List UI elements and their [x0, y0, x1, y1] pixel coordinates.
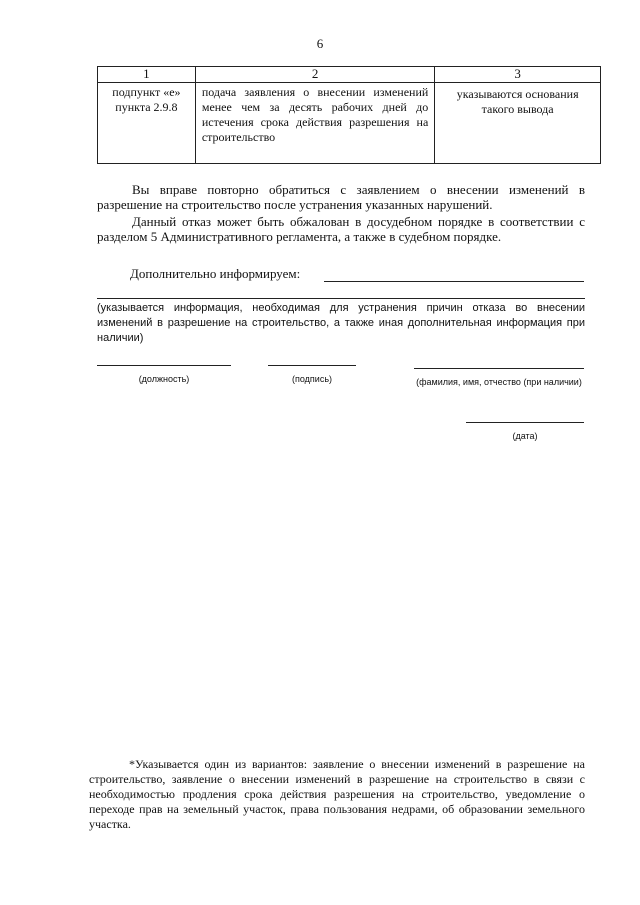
table-header-3: 3	[435, 67, 601, 83]
refusal-reasons-table	[97, 66, 601, 164]
signature-caption: (подпись)	[291, 374, 333, 384]
full-name-line	[414, 368, 584, 369]
table-row	[98, 83, 601, 164]
additional-info-note: (указывается информация, необходимая для устранения причин отказа во внесении изменений в разрешение на строительство, а также иная дополнительная информация при наличии)	[97, 302, 585, 344]
additional-info-label: Дополнительно информируем:	[130, 266, 301, 281]
additional-info-second-line	[97, 298, 585, 299]
table-cell-clause: подпункт «е» пункта 2.9.8	[98, 83, 196, 164]
table-cell-reason: подача заявления о внесении изменений менее чем за десять рабочих дней до истечения срока действия разрешения на строительство	[195, 83, 434, 164]
page-number: 6	[316, 36, 324, 51]
table-header-2: 2	[195, 67, 434, 83]
date-caption: (дата)	[512, 431, 538, 441]
date-line	[466, 422, 584, 423]
footnote: *Указывается один из вариантов: заявление о внесении изменений в разрешение на строительство, заявление о внесении изменений в разрешение на строительство в связи с необходимостью продления срока действия разрешения на строительство, уведомление о переходе прав на земельный участок, права пользования недрами, об образовании земельного участка.	[89, 757, 585, 831]
position-line	[97, 365, 231, 366]
table-header-1: 1	[98, 67, 196, 83]
appeal-paragraph: Данный отказ может быть обжалован в досудебном порядке в соответствии с разделом 5 Административного регламента, а также в судебном порядке.	[97, 214, 585, 244]
table-cell-explanation: указываются основания такого вывода	[435, 83, 601, 164]
table-header-row	[98, 67, 601, 83]
reapply-paragraph: Вы вправе повторно обратиться с заявлением о внесении изменений в разрешение на строительство после устранения указанных нарушений.	[97, 182, 585, 212]
full-name-caption: (фамилия, имя, отчество (при наличии)	[416, 377, 582, 387]
position-caption: (должность)	[138, 374, 190, 384]
additional-info-line	[324, 281, 584, 282]
signature-line	[268, 365, 356, 366]
